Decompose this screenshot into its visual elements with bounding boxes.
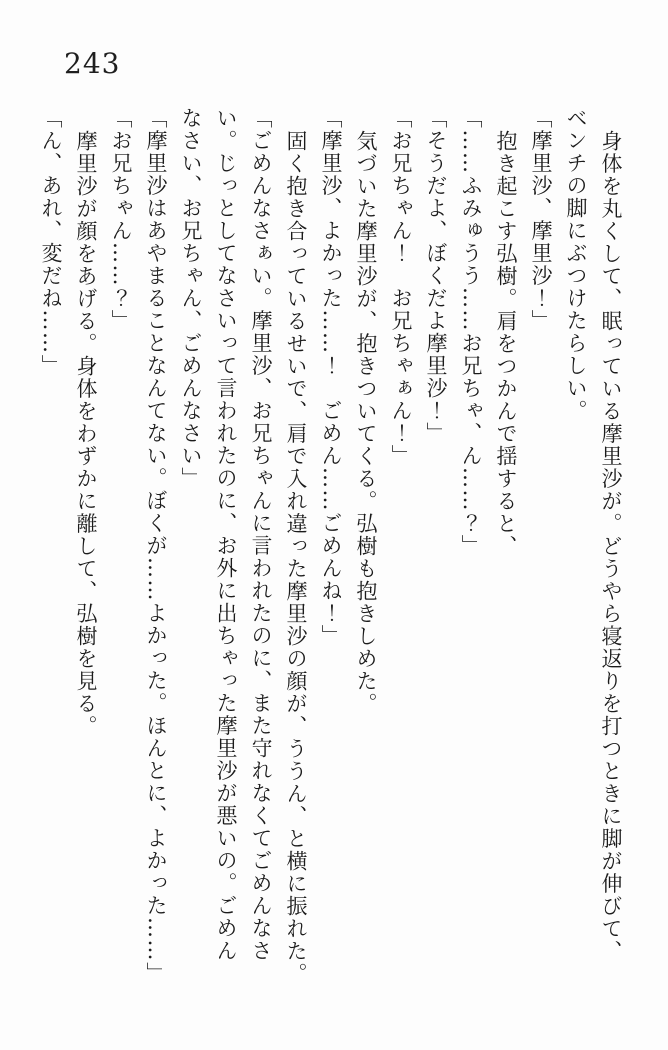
text-line: 固く抱き合っているせいで、肩で入れ違った摩里沙の顔が、ううん、と横に振れた。 <box>284 130 308 985</box>
text-line: 「ごめんなさぁい。摩里沙、お兄ちゃんに言われたのに、また守れなくてごめんなさ <box>249 107 273 962</box>
text-line: 「ん、あれ、変だね……」 <box>39 107 63 377</box>
text-line: 抱き起こす弘樹。肩をつかんで揺すると、 <box>494 130 518 558</box>
text-line: 「摩里沙、よかった……！ ごめん……ごめんね！」 <box>319 107 343 647</box>
text-line: 「摩里沙はあやまることなんてない。ぼくが……よかった。ほんとに、よかった……」 <box>144 107 168 985</box>
text-line: 「……ふみゅうう……お兄ちゃ、ん……？」 <box>459 107 483 557</box>
text-line: 気づいた摩里沙が、抱きついてくる。弘樹も抱きしめた。 <box>354 130 378 715</box>
text-line: 身体を丸くして、眠っている摩里沙が。どうやら寝返りを打つときに脚が伸びて、 <box>599 130 623 963</box>
text-line: 「お兄ちゃん！ お兄ちゃぁん！」 <box>389 107 413 467</box>
text-line: い。じっとしてなさいって言われたのに、お外に出ちゃった摩里沙が悪いの。ごめん <box>214 107 238 962</box>
text-block <box>33 107 628 997</box>
page-number: 243 <box>64 47 121 80</box>
text-line: なさい、お兄ちゃん、ごめんなさい」 <box>179 107 203 490</box>
text-line: 「お兄ちゃん……？」 <box>109 107 133 332</box>
text-line: ベンチの脚にぶつけたらしい。 <box>564 107 588 422</box>
text-line: 「そうだよ、ぼくだよ摩里沙！」 <box>424 107 448 445</box>
text-line: 「摩里沙、摩里沙！」 <box>529 107 553 332</box>
text-line: 摩里沙が顔をあげる。身体をわずかに離して、弘樹を見る。 <box>74 130 98 738</box>
